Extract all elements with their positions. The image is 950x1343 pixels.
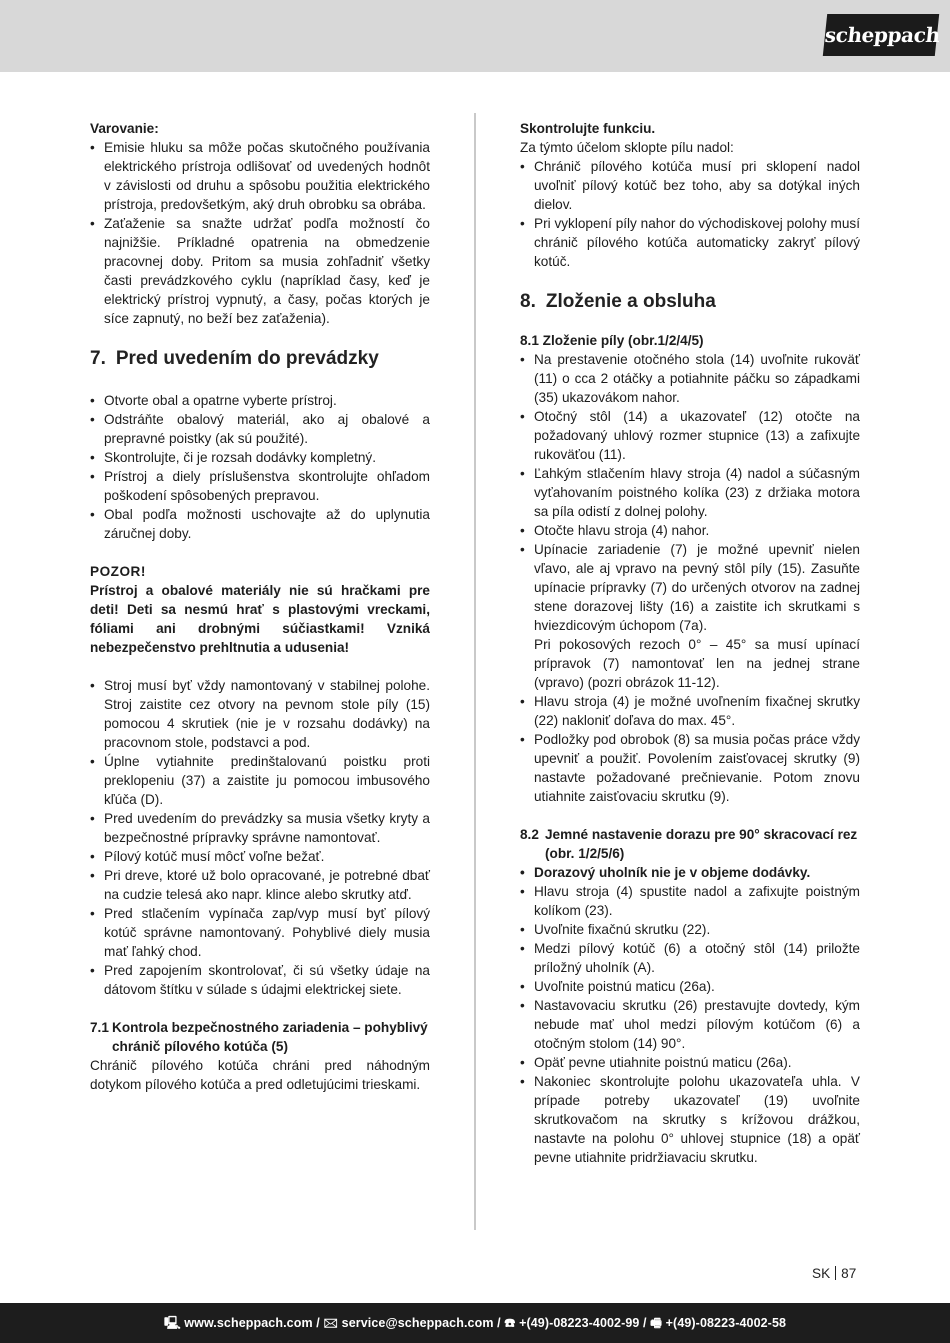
caution-title: POZOR! [90,564,146,579]
footer-contact: 🖳 www.scheppach.com / 🖂 service@scheppach.com / ☎ +(49)-08223-4002-99 / 🖷 +(49)-08223-4002-58 [163,1316,787,1330]
list-item: • Chránič pílového kotúča musí pri sklopení nadol uvoľniť pílový kotúč bez toho, aby sa dotýkal iných dielov. [520,157,860,214]
section-number: 8.2 [520,827,539,842]
section-7-heading [90,347,430,371]
list-item: • Otočte hlavu stroja (4) nahor. [520,521,860,540]
section-title: Kontrola bezpečnostného zariadenia – pohyblivý chránič pílového kotúča (5) [112,1020,428,1054]
footer-bar [0,1303,950,1343]
list-item: • Odstráňte obalový materiál, ako aj obalové a prepravné poistky (ak sú použité). [90,410,430,448]
list-item: • Zaťaženie sa snažte udržať podľa možností čo najnižšie. Príkladné opatrenia na obmedzenie pracovnej doby. Pritom sa musia zohľadniť všetky časti prevádzkového cyklu (napríklad časy, keď je elektrický prístroj vypnutý, a časy, počas ktorých je síce zapnutý, no beží bez zaťaženia). [90,214,430,328]
list-item: • Uvoľnite fixačnú skrutku (22). [520,920,860,939]
list-item: • Nakoniec skontrolujte polohu ukazovateľa uhla. V prípade potreby ukazovateľ (19) uvoľnite skrutkovačom na skrutky s krížovou drážkou, nastavte na polohu 0° uhlovej stupnice (18) a opäť pevne utiahnite pridržiavaciu skrutku. [520,1072,860,1167]
list-item: • Prístroj a diely príslušenstva skontrolujte ohľadom poškodení spôsobených prepravou. [90,467,430,505]
check-list [520,157,860,271]
warning-title: Varovanie: [90,121,159,136]
list-item: • Obal podľa možnosti uschovajte až do uplynutia záručnej doby. [90,505,430,543]
right-column [520,119,860,1167]
check-intro: Za týmto účelom sklopte pílu nadol: [520,140,734,155]
list-item: • Opäť pevne utiahnite poistnú maticu (26a). [520,1053,860,1072]
list-item: • Otvorte obal a opatrne vyberte prístroj. [90,391,430,410]
list-item: • Na prestavenie otočného stola (14) uvoľnite rukoväť (11) o cca 2 otáčky a potiahnite páčku so západkami (35) ukazovákom nahor. [520,350,860,407]
section-title: Pred uvedením do prevádzky [115,348,379,369]
section-title: Jemné nastavenie dorazu pre 90° skracovací rez (obr. 1/2/5/6) [545,827,858,861]
list-item: • Pred stlačením vypínača zap/vyp musí byť pílový kotúč správne namontovaný. Pohyblivé diely musia mať ľahký chod. [90,904,430,961]
list-item: • Dorazový uholník nie je v objeme dodávky. [520,863,860,882]
list-item: • Pred uvedením do prevádzky sa musia všetky kryty a bezpečnostné prípravky správne namontovať. [90,809,430,847]
list-item: • Pred zapojením skontrolovať, či sú všetky údaje na dátovom štítku v súlade s údajmi elektrickej siete. [90,961,430,999]
list-item: • Emisie hluku sa môže počas skutočného používania elektrického prístroja odlišovať od uvedených hodnôt v závislosti od druhu a spôsobu použitia elektrického prístroja, predovšetkým, aký druh obrobku sa obrába. [90,138,430,214]
separator [835,1266,836,1280]
page-number [812,1266,856,1281]
section-8-1-list-b [520,692,860,806]
left-column [90,119,430,1094]
list-item: • Medzi pílový kotúč (6) a otočný stôl (14) priložte príložný uholník (A). [520,939,860,977]
list-item: • Otočný stôl (14) a ukazovateľ (12) otočte na požadovaný uhlový rozmer stupnice (13) a zafixujte rukoväťou (11). [520,407,860,464]
mounting-list [90,676,430,999]
list-item: • Hlavu stroja (4) je možné uvoľnením fixačnej skrutky (22) nakloniť doľava do max. 45°. [520,692,860,730]
list-item: • Hlavu stroja (4) spustite nadol a zafixujte poistným kolíkom (23). [520,882,860,920]
section-7-1-heading [90,1018,430,1056]
language-code: SK [812,1266,831,1281]
section-7-1-text: Chránič pílového kotúča chráni pred náhodným dotykom pílového kotúča a pred odletujúcimi trieskami. [90,1058,430,1092]
section-8-2-heading [520,825,860,863]
caution-text: Prístroj a obalové materiály nie sú hračkami pre deti! Deti sa nesmú hrať s plastovými vreckami, fóliami ani drobnými súčiastkami! Vzniká nebezpečenstvo prehltnutia a udusenia! [90,583,430,655]
column-divider [474,113,476,1230]
list-item: • Uvoľnite poistnú maticu (26a). [520,977,860,996]
page-number-value: 87 [841,1266,857,1281]
list-item: • Stroj musí byť vždy namontovaný v stabilnej polohe. Stroj zaistite cez otvory na pevnom stole píly (15) pomocou 4 skrutiek (nie je v rozsahu dodávky) na pracovnom stole, podstavci a pod. [90,676,430,752]
section-title: Zloženie a obsluha [545,291,716,312]
list-item: • Podložky pod obrobok (8) sa musia počas práce vždy upevniť a použiť. Povolením zaisťovacej skrutky (9) nastavte požadované prečnievanie. Potom znovu utiahnite zaisťovaciu skrutku (9). [520,730,860,806]
list-item: • Pri vyklopení píly nahor do východiskovej polohy musí chránič pílového kotúča automaticky zakryť pílový kotúč. [520,214,860,271]
section-number: 8. [520,291,536,312]
header-bar [0,0,950,72]
list-item: • Pílový kotúč musí môcť voľne bežať. [90,847,430,866]
section-7-list [90,391,430,543]
list-item: • Ľahkým stlačením hlavy stroja (4) nadol a súčasným vyťahovaním poistného kolíka (23) z držiaka motora sa píla odistí z dolnej polohy. [520,464,860,521]
check-title: Skontrolujte funkciu. [520,121,656,136]
list-item: • Pri dreve, ktoré už bolo opracované, je potrebné dbať na cudzie telesá ako napr. klince alebo skrutky atď. [90,866,430,904]
warning-list [90,138,430,328]
list-item-continuation: Pri pokosových rezoch 0° – 45° sa musí upínací prípravok (7) namontovať len na jednej strane (vpravo) (pozri obrázok 11-12). [534,637,860,690]
section-8-heading [520,290,860,314]
list-item: • Úplne vytiahnite predinštalovanú poistku proti preklopeniu (37) a zaistite ju pomocou imbusového kľúča (D). [90,752,430,809]
section-number: 7.1 [90,1020,109,1035]
section-8-1-list [520,350,860,635]
list-item: • Skontrolujte, či je rozsah dodávky kompletný. [90,448,430,467]
section-number: 7. [90,348,106,369]
list-item: • Upínacie zariadenie (7) je možné upevniť nielen vľavo, ale aj vpravo na pevný stôl píly (15). Zasuňte upínacie prípravky (7) do určených otvorov na zadnej stene dorazovej lišty (16) a zaistite ich skrutkami s hviezdicovým úchopom (7a). [520,540,860,635]
scheppach-logo: scheppach [823,14,939,56]
list-item: • Nastavovaciu skrutku (26) prestavujte dovtedy, kým nebude mať uhol medzi pílovým kotúčom (6) a otočným stolom (14) 90°. [520,996,860,1053]
section-8-1-heading: 8.1 Zloženie píly (obr.1/2/4/5) [520,333,704,348]
section-8-2-list [520,863,860,1167]
